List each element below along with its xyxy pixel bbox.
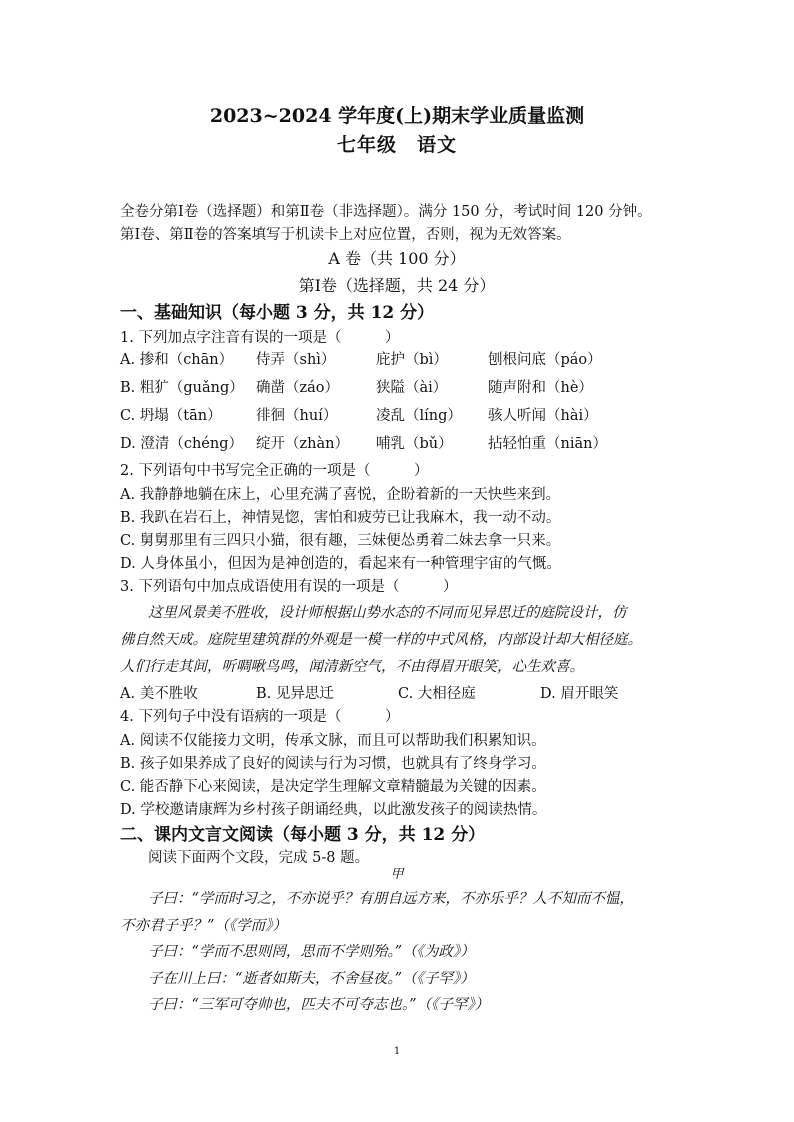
classical-line-4: 子在川上曰：“逝者如斯夫，不舍昼夜。”（《子罕》） xyxy=(148,971,475,987)
q1-a-item-2: 侍弄（shì） xyxy=(256,352,336,368)
intro-line-2: 第Ⅰ卷、第Ⅱ卷的答案填写于机读卡上对应位置，否则，视为无效答案。 xyxy=(120,227,571,243)
classical-line-2: 不亦君子乎？”（《学而》） xyxy=(120,918,287,934)
classical-line-3: 子曰：“学而不思则罔，思而不学则殆。”（《为政》） xyxy=(148,944,475,960)
q3-passage-line-2: 佛自然天成。庭院里建筑群的外观是一模一样的中式风格，内部设计却大相径庭。 xyxy=(120,632,642,648)
q1-d-item-2: 绽开（zhàn） xyxy=(256,436,349,452)
part2-instruction: 阅读下面两个文段，完成 5-8 题。 xyxy=(148,850,370,866)
q1-a-item-3: 庇护（bì） xyxy=(376,352,448,368)
q2-option-b: B. 我趴在岩石上，神情晃惚，害怕和疲劳已让我麻木，我一动不动。 xyxy=(120,510,561,526)
q1-c-item-2: 徘徊（huí） xyxy=(256,408,338,424)
q3-option-d: D. 眉开眼笑 xyxy=(540,686,619,702)
q1-b-item-1: B. 粗犷（guǎng） xyxy=(120,380,244,396)
q3-option-c: C. 大相径庭 xyxy=(398,686,476,702)
q4-option-b: B. 孩子如果养成了良好的阅读与行为习惯，也就具有了终身学习。 xyxy=(120,756,546,772)
exam-title: 2023~2024 学年度(上)期末学业质量监测 xyxy=(209,105,585,127)
q1-c-item-4: 骇人听闻（hài） xyxy=(488,408,598,424)
q2-option-c: C. 舅舅那里有三四只小猫，很有趣，三妹便怂勇着二妹去拿一只来。 xyxy=(120,533,561,549)
q1-b-item-2: 确凿（záo） xyxy=(256,380,340,396)
passage-label-jia: 甲 xyxy=(390,867,404,882)
part1-heading: 一、基础知识（每小题 3 分，共 12 分） xyxy=(120,303,435,323)
volume-1-title: 第Ⅰ卷（选择题，共 24 分） xyxy=(298,276,496,295)
q1-stem: 1. 下列加点字注音有误的一项是（ ） xyxy=(120,330,400,346)
exam-subtitle: 七年级 语文 xyxy=(336,134,457,156)
part2-heading: 二、课内文言文阅读（每小题 3 分，共 12 分） xyxy=(120,825,486,845)
q1-b-item-4: 随声附和（hè） xyxy=(488,380,593,396)
q2-stem: 2. 下列语句中书写完全正确的一项是（ ） xyxy=(120,463,429,479)
q1-a-item-4: 刨根问底（páo） xyxy=(488,352,602,368)
q4-stem: 4. 下列句子中没有语病的一项是（ ） xyxy=(120,709,400,725)
intro-line-1: 全卷分第Ⅰ卷（选择题）和第Ⅱ卷（非选择题）。满分 150 分，考试时间 120 分钟。 xyxy=(120,204,652,220)
page-number: 1 xyxy=(393,1046,401,1057)
q4-option-a: A. 阅读不仅能接力文明，传承文脉，而且可以帮助我们积累知识。 xyxy=(120,733,546,749)
q3-stem: 3. 下列语句中加点成语使用有误的一项是（ ） xyxy=(120,579,458,595)
q2-option-a: A. 我静静地躺在床上，心里充满了喜悦，企盼着新的一天快些来到。 xyxy=(120,487,561,503)
q1-c-item-3: 凌乱（líng） xyxy=(376,408,462,424)
section-a-title: A 卷（共 100 分） xyxy=(328,249,466,268)
q1-c-item-1: C. 坍塌（tān） xyxy=(120,408,222,424)
q1-d-item-1: D. 澄清（chéng） xyxy=(120,436,243,452)
q1-d-item-4: 拈轻怕重（niān） xyxy=(488,436,607,452)
q2-option-d: D. 人身体虽小，但因为是神创造的，看起来有一种管理宇宙的气慨。 xyxy=(120,556,561,572)
q4-option-c: C. 能否静下心来阅读，是决定学生理解文章精髓最为关键的因素。 xyxy=(120,779,546,795)
q1-a-item-1: A. 掺和（chān） xyxy=(120,352,234,368)
classical-line-1: 子曰：“学而时习之，不亦说乎？有朋自远方来，不亦乐乎？人不知而不愠， xyxy=(148,891,634,907)
q1-b-item-3: 狭隘（ài） xyxy=(376,380,448,396)
q3-passage-line-3: 人们行走其间，听啁啾鸟鸣，闻清新空气，不由得眉开眼笑，心生欢喜。 xyxy=(120,659,584,675)
q1-d-item-3: 哺乳（bǔ） xyxy=(376,436,453,452)
q3-option-b: B. 见异思迁 xyxy=(256,686,334,702)
q4-option-d: D. 学校邀请康辉为乡村孩子朗诵经典，以此激发孩子的阅读热情。 xyxy=(120,802,547,818)
q3-passage-line-1: 这里风景美不胜收，设计师根据山势水态的不同而见异思迁的庭院设计，仿 xyxy=(148,605,627,621)
q3-option-a: A. 美不胜收 xyxy=(120,686,198,702)
classical-line-5: 子曰：“三军可夺帅也，匹夫不可夺志也。”（《子罕》） xyxy=(148,997,490,1013)
